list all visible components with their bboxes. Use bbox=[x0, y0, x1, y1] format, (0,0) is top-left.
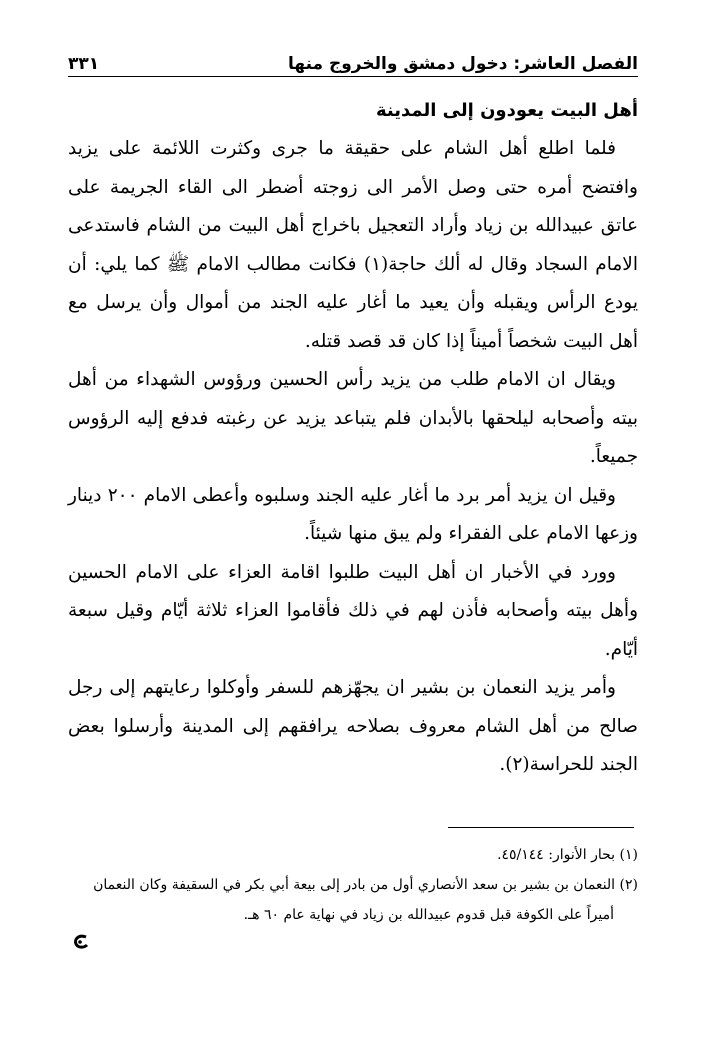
section-heading: أهل البيت يعودون إلى المدينة bbox=[375, 100, 638, 121]
footnote-text: بحار الأنوار: ٤٥/١٤٤. bbox=[497, 847, 616, 863]
footnote-marker: (٢) bbox=[619, 877, 638, 893]
footnote-2 bbox=[68, 870, 638, 930]
main-text bbox=[68, 92, 638, 785]
page-number: ٣٣١ bbox=[68, 54, 100, 74]
footnotes bbox=[68, 840, 638, 930]
footnote-divider bbox=[448, 827, 634, 828]
paragraph: فلما اطلع أهل الشام على حقيقة ما جرى وكثرت اللائمة على يزيد وافتضح أمره حتى وصل الأمر الى زوجته أضطر الى القاء الجريمة على عاتق عبيدالله بن زياد وأراد التعجيل باخراج أهل البيت من الشام فاستدعى الامام السجاد وقال له ألك حاجة(١) فكانت مطالب الامام ﷺ كما يلي: أن يودع الرأس ويقبله وأن يعيد ما أغار عليه الجند من أموال وأن يرسل مع أهل البيت شخصاً أميناً إذا كان قد قصد قتله. bbox=[68, 138, 638, 352]
paragraph: وأمر يزيد النعمان بن بشير ان يجهّزهم للسفر وأوكلوا رعايتهم إلى رجل صالح من أهل الشام معروف بصلاحه يرافقهم إلى المدينة وأرسلوا بعض الجند للحراسة(٢). bbox=[68, 677, 638, 775]
paragraph: وورد في الأخبار ان أهل البيت طلبوا اقامة العزاء على الامام الحسين وأهل بيته وأصحابه فأذن لهم في ذلك فأقاموا العزاء ثلاثة أيّام وقيل سبعة أيّام. bbox=[68, 561, 638, 660]
footnote-marker: (١) bbox=[619, 847, 638, 863]
footnote-continuation: أميراً على الكوفة قبل قدوم عبيدالله بن زياد في نهاية عام ٦٠ هـ. bbox=[243, 907, 614, 923]
paragraph: وقيل ان يزيد أمر برد ما أغار عليه الجند وسلبوه وأعطى الامام ٢٠٠ دينار وزعها الامام على الفقراء ولم يبق منها شيئاً. bbox=[68, 484, 638, 544]
footnote-text: النعمان بن بشير بن سعد الأنصاري أول من بادر إلى بيعة أبي بكر في السقيفة وكان النعمان bbox=[93, 877, 616, 893]
running-header bbox=[68, 44, 638, 77]
paragraph: ويقال ان الامام طلب من يزيد رأس الحسين ورؤوس الشهداء من أهل بيته وأصحابه ليلحقها بالأبدان فلم يتباعد يزيد عن رغبته فدفع إليه الرؤوس جميعاً. bbox=[68, 369, 638, 467]
footnote-1 bbox=[68, 840, 638, 870]
continuation-mark-icon bbox=[72, 932, 90, 952]
chapter-title: الفصل العاشر: دخول دمشق والخروج منها bbox=[288, 54, 638, 74]
